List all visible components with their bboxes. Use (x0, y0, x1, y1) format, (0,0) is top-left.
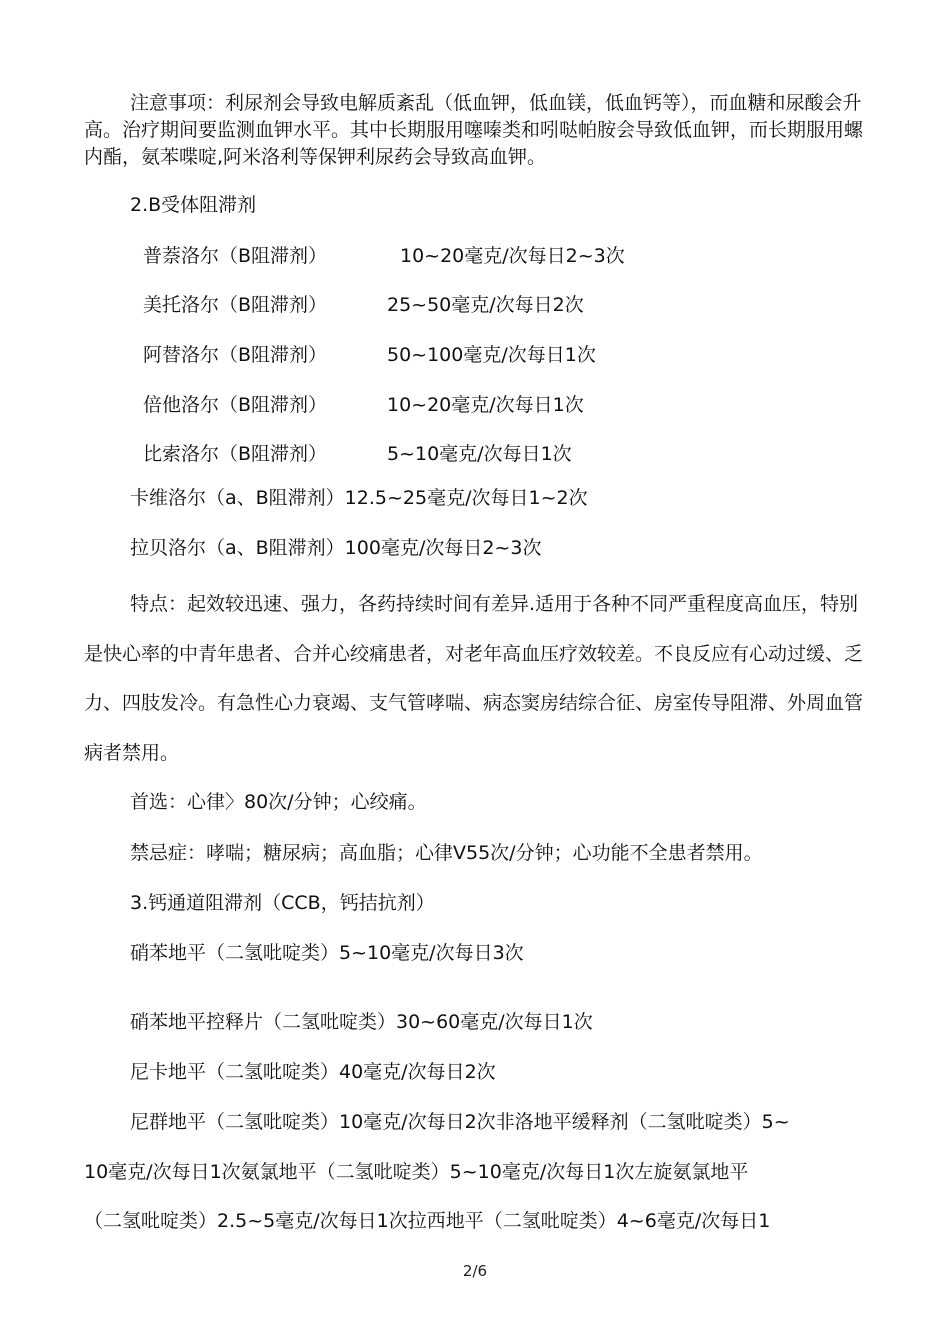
drug-dose: 50~100毫克/次每日1次 (387, 344, 596, 366)
nicardipine-line: 尼卡地平（二氢吡啶类）40毫克/次每日2次 (130, 1061, 496, 1083)
labetalol-line: 拉贝洛尔（a、B阻滞剂）100毫克/次每日2~3次 (130, 537, 542, 559)
first-choice-line: 首选：心律〉80次/分钟；心绞痛。 (130, 791, 427, 813)
section-heading-beta-blockers: 2.B受体阻滞剂 (130, 194, 257, 216)
drug-dose: 10~20毫克/次每日2~3次 (400, 245, 625, 267)
nifedipine-cr-line: 硝苯地平控释片（二氢吡啶类）30~60毫克/次每日1次 (130, 1011, 593, 1033)
ccb-run-line-3: （二氢吡啶类）2.5~5毫克/次每日1次拉西地平（二氢吡啶类）4~6毫克/次每日1 (84, 1210, 771, 1232)
ccb-run-line-1: 尼群地平（二氢吡啶类）10毫克/次每日2次非洛地平缓释剂（二氢吡啶类）5~ (130, 1111, 790, 1133)
section-heading-ccb: 3.钙通道阻滞剂（CCB，钙拮抗剂） (130, 892, 435, 914)
carvedilol-line: 卡维洛尔（a、B阻滞剂）12.5~25毫克/次每日1~2次 (130, 487, 588, 509)
caution-paragraph: 注意事项：利尿剂会导致电解质紊乱（低血钾，低血镁，低血钙等），而血糖和尿酸会升高。治疗期间要监测血钾水平。其中长期服用噻嗪类和吲哒帕胺会导致低血钾，而长期服用螺内酯，氨苯喋啶,阿米洛利等保钾利尿药会导致高血钾。 (84, 92, 864, 168)
drug-name: 阿替洛尔（B阻滞剂） (143, 344, 328, 366)
drug-name: 比索洛尔（B阻滞剂） (143, 443, 328, 465)
nifedipine-line: 硝苯地平（二氢吡啶类）5~10毫克/次每日3次 (130, 942, 524, 964)
drug-name: 普萘洛尔（B阻滞剂） (143, 245, 328, 267)
contraindications-line: 禁忌症：哮喘；糖尿病；高血脂；心律V55次/分钟；心功能不全患者禁用。 (130, 842, 763, 864)
drug-name: 倍他洛尔（B阻滞剂） (143, 394, 328, 416)
drug-dose: 25~50毫克/次每日2次 (387, 294, 584, 316)
ccb-run-line-2: 10毫克/次每日1次氨氯地平（二氢吡啶类）5~10毫克/次每日1次左旋氨氯地平 (84, 1161, 749, 1183)
features-paragraph: 特点：起效较迅速、强力，各药持续时间有差异.适用于各种不同严重程度高血压，特别是快心率的中青年患者、合并心绞痛患者，对老年高血压疗效较差。不良反应有心动过缓、乏力、四肢发冷。有急性心力衰竭、支气管哮喘、病态窦房结综合征、房室传导阻滞、外周血管病者禁用。 (84, 593, 864, 764)
drug-dose: 5~10毫克/次每日1次 (387, 443, 572, 465)
drug-name: 美托洛尔（B阻滞剂） (143, 294, 328, 316)
drug-dose: 10~20毫克/次每日1次 (387, 394, 584, 416)
page-number: 2/6 (462, 1262, 488, 1280)
